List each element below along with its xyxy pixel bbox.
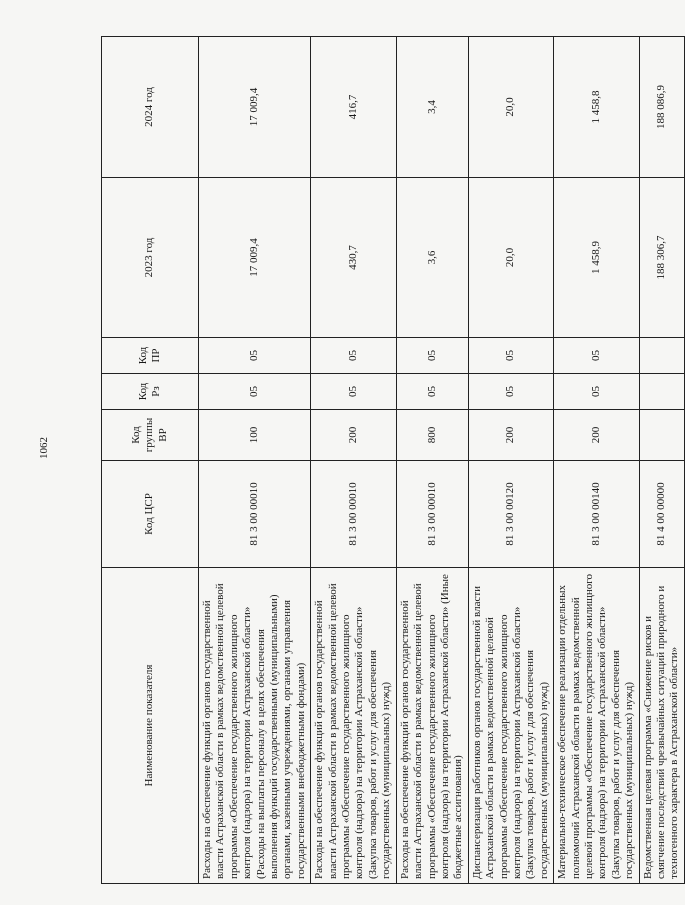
table-row bbox=[199, 37, 311, 884]
table-header-row bbox=[102, 37, 199, 884]
row-2023: 3,6 bbox=[396, 178, 468, 338]
row-rz: 05 bbox=[468, 374, 553, 410]
row-2024: 17 009,4 bbox=[199, 37, 311, 178]
row-2024: 3,4 bbox=[396, 37, 468, 178]
row-vr: 200 bbox=[554, 410, 639, 461]
row-pr: 05 bbox=[468, 338, 553, 374]
row-rz: 05 bbox=[396, 374, 468, 410]
row-name: Расходы на обеспечение функций органов государственной власти Астраханской области в рамках ведомственной целевой программы «Обеспечение государственного жилищного контроля (надзора) на территории Астраханской области» (Закупка товаров, работ и услуг для обеспечения государственных (муниципальных) нужд) bbox=[311, 568, 396, 884]
row-vr: 100 bbox=[199, 410, 311, 461]
table-row bbox=[554, 37, 639, 884]
page-number: 1062 bbox=[38, 437, 50, 459]
row-vr: 200 bbox=[468, 410, 553, 461]
row-pr: 05 bbox=[396, 338, 468, 374]
table-row bbox=[396, 37, 468, 884]
budget-table bbox=[101, 36, 685, 884]
row-pr bbox=[639, 338, 684, 374]
row-2024: 1 458,8 bbox=[554, 37, 639, 178]
row-csr: 81 3 00 00010 bbox=[396, 461, 468, 568]
row-2024: 416,7 bbox=[311, 37, 396, 178]
row-2023: 17 009,4 bbox=[199, 178, 311, 338]
table-wrapper bbox=[101, 37, 681, 884]
table-row bbox=[311, 37, 396, 884]
header-name: Наименование показателя bbox=[102, 568, 199, 884]
table-row bbox=[639, 37, 684, 884]
header-pr: Код ПР bbox=[102, 338, 199, 374]
row-2023: 188 306,7 bbox=[639, 178, 684, 338]
row-csr: 81 3 00 00120 bbox=[468, 461, 553, 568]
header-vr: Код группы ВР bbox=[102, 410, 199, 461]
row-2023: 1 458,9 bbox=[554, 178, 639, 338]
row-csr: 81 3 00 00010 bbox=[199, 461, 311, 568]
row-pr: 05 bbox=[199, 338, 311, 374]
row-2023: 430,7 bbox=[311, 178, 396, 338]
rotated-page-content bbox=[101, 37, 681, 884]
row-2024: 20,0 bbox=[468, 37, 553, 178]
row-vr: 800 bbox=[396, 410, 468, 461]
row-name: Материально-техническое обеспечение реализации отдельных полномочий Астраханской области в рамках ведомственной целевой программы «Обеспечение государственного жилищного контроля (надзора) на территории Астраханской области» (Закупка товаров, работ и услуг для обеспечения государственных (муниципальных) нужд) bbox=[554, 568, 639, 884]
header-rz: Код Рз bbox=[102, 374, 199, 410]
header-2023: 2023 год bbox=[102, 178, 199, 338]
row-2023: 20,0 bbox=[468, 178, 553, 338]
row-rz bbox=[639, 374, 684, 410]
table-row bbox=[468, 37, 553, 884]
header-2024: 2024 год bbox=[102, 37, 199, 178]
row-name: Расходы на обеспечение функций органов государственной власти Астраханской области в рамках ведомственной целевой программы «Обеспечение государственного жилищного контроля (надзора) на территории Астраханской области» (Расходы на выплаты персоналу в целях обеспечения выполнения функций государственными (муниципальными) органами, казенными учреждениями, органами управления государственными внебюджетными фондами) bbox=[199, 568, 311, 884]
row-csr: 81 3 00 00010 bbox=[311, 461, 396, 568]
row-rz: 05 bbox=[554, 374, 639, 410]
row-csr: 81 3 00 00140 bbox=[554, 461, 639, 568]
header-csr: Код ЦСР bbox=[102, 461, 199, 568]
row-2024: 188 086,9 bbox=[639, 37, 684, 178]
row-name: Расходы на обеспечение функций органов государственной власти Астраханской области в рамках ведомственной целевой программы «Обеспечение государственного жилищного контроля (надзора) на территории Астраханской области» (Иные бюджетные ассигнования) bbox=[396, 568, 468, 884]
row-csr: 81 4 00 00000 bbox=[639, 461, 684, 568]
row-vr: 200 bbox=[311, 410, 396, 461]
row-pr: 05 bbox=[311, 338, 396, 374]
row-pr: 05 bbox=[554, 338, 639, 374]
row-name: Ведомственная целевая программа «Снижение рисков и смягчение последствий чрезвычайных ситуаций природного и техногенного характера в Астраханской области» bbox=[639, 568, 684, 884]
row-vr bbox=[639, 410, 684, 461]
row-rz: 05 bbox=[311, 374, 396, 410]
row-name: Диспансеризация работников органов государственной власти Астраханской области в рамках ведомственной целевой программы «Обеспечение государственного жилищного контроля (надзора) на территории Астраханской области» (Закупка товаров, работ и услуг для обеспечения государственных (муниципальных) нужд) bbox=[468, 568, 553, 884]
row-rz: 05 bbox=[199, 374, 311, 410]
